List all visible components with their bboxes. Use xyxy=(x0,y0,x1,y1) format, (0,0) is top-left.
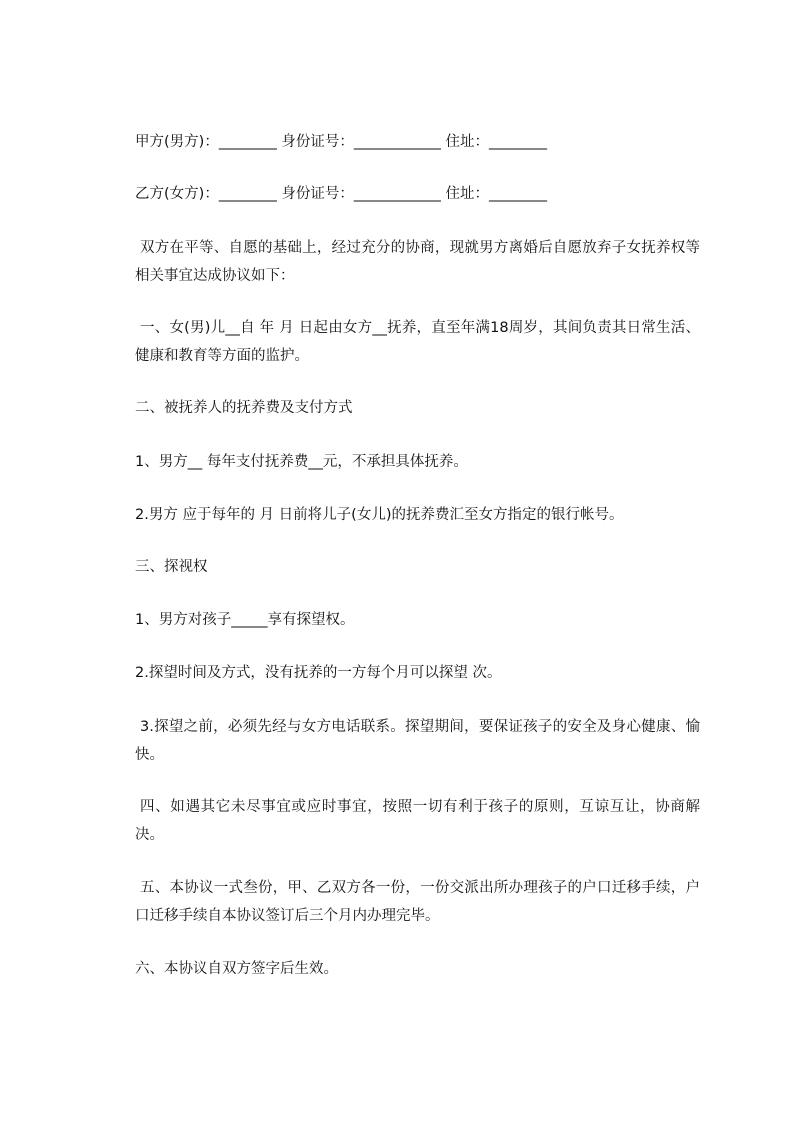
clause-2-title: 二、被抚养人的抚养费及支付方式 xyxy=(135,400,353,416)
intro-paragraph: 双方在平等、自愿的基础上，经过充分的协商，现就男方离婚后自愿放弃子女抚养权等相关事宜达成协议如下： xyxy=(135,240,700,284)
clause-2-item-2: 2.男方 应于每年的 月 日前将儿子(女儿)的抚养费汇至女方指定的银行帐号。 xyxy=(135,507,624,523)
clause-5: 五、本协议一式叁份，甲、乙双方各一份，一份交派出所办理孩子的户口迁移手续，户口迁移手续自本协议签订后三个月内办理完毕。 xyxy=(135,880,700,924)
clause-2-item-1: 1、男方__ 每年支付抚养费__元，不承担具体抚养。 xyxy=(135,454,468,470)
clause-3-item-2: 2.探望时间及方式，没有抚养的一方每个月可以探望 次。 xyxy=(135,665,502,681)
clause-6: 六、本协议自双方签字后生效。 xyxy=(135,961,338,977)
clause-3-item-1: 1、男方对孩子_____享有探望权。 xyxy=(135,612,355,628)
party-b-line: 乙方(女方)：________ 身份证号：____________ 住址：________ xyxy=(135,186,548,202)
clause-3-title: 三、探视权 xyxy=(135,559,208,575)
clause-3-item-3: 3.探望之前，必须先经与女方电话联系。探望期间，要保证孩子的安全及身心健康、愉快。 xyxy=(135,719,700,763)
clause-4: 四、如遇其它未尽事宜或应时事宜，按照一切有利于孩子的原则，互谅互让，协商解决。 xyxy=(135,799,700,843)
party-a-line: 甲方(男方)：________ 身份证号：____________ 住址：________ xyxy=(135,134,548,150)
clause-1: 一、女(男)儿__自 年 月 日起由女方__抚养，直至年满18周岁，其间负责其日常生活、健康和教育等方面的监护。 xyxy=(135,320,700,364)
